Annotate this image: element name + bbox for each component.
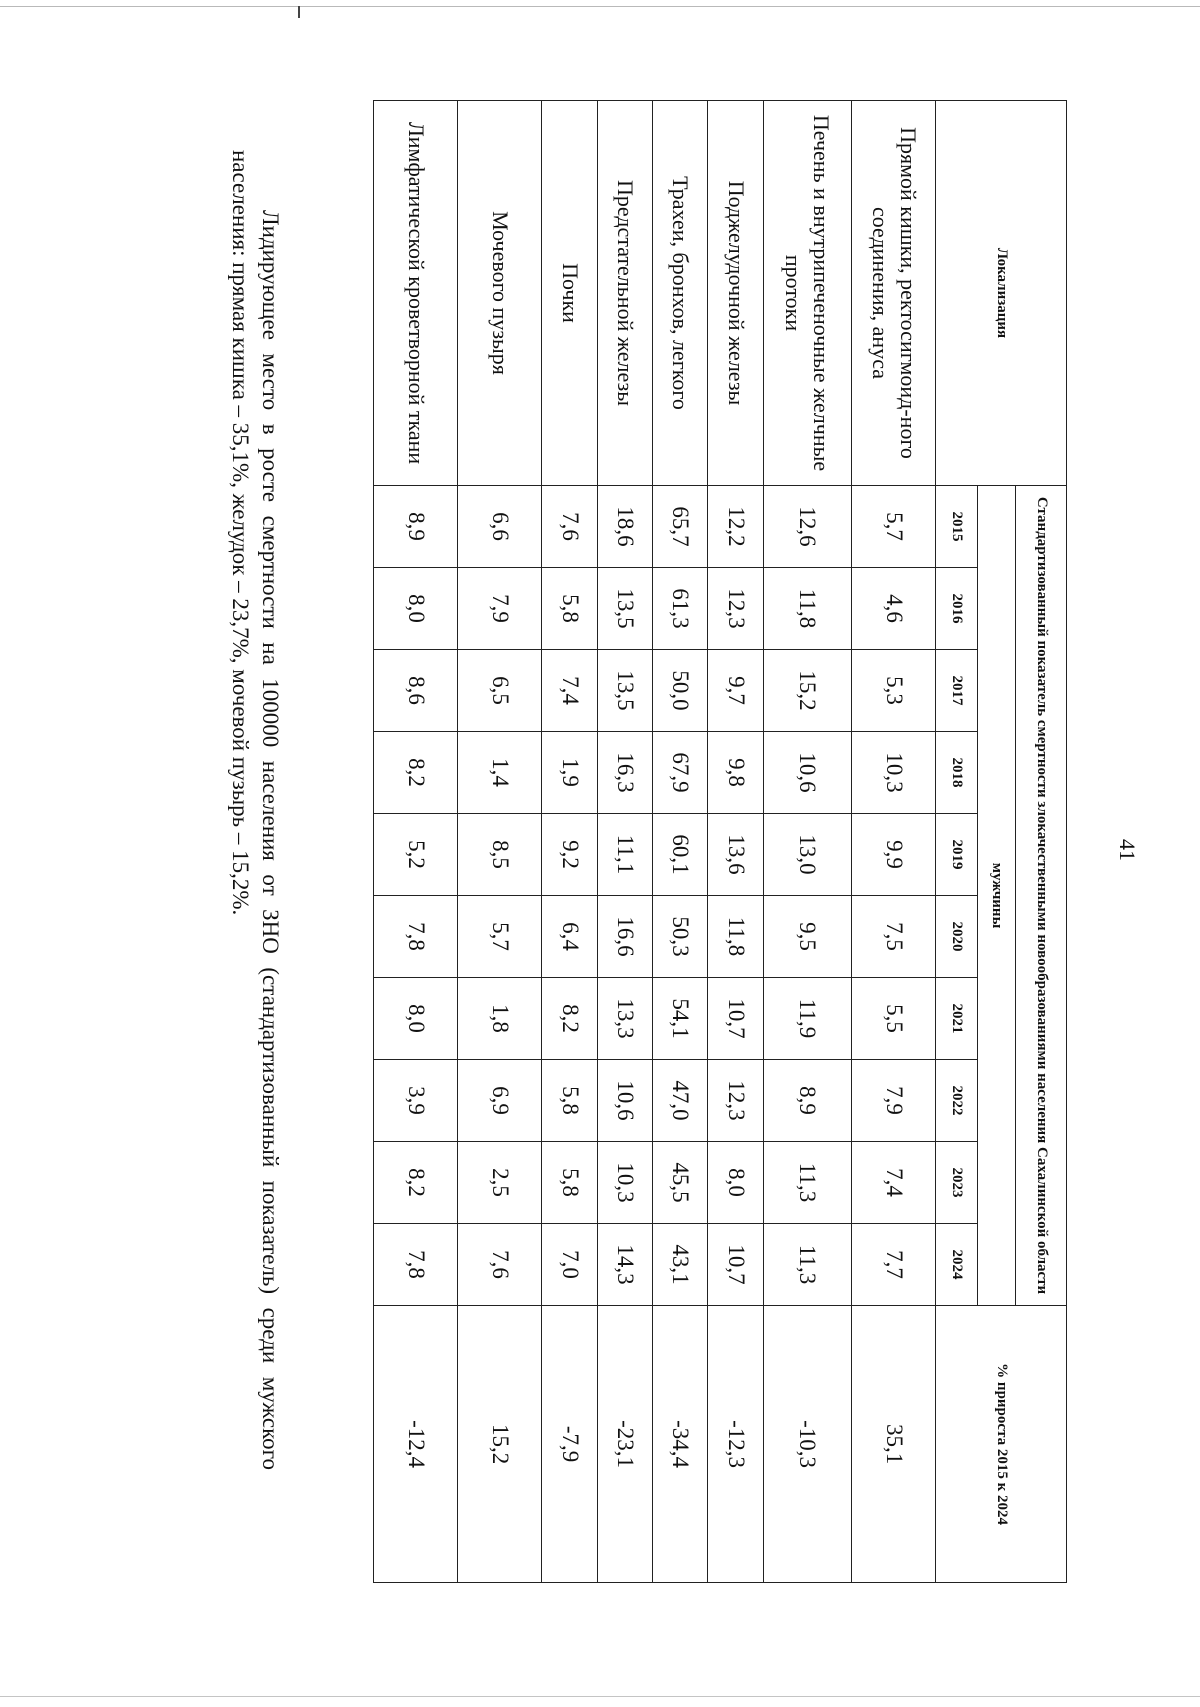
year-header: 2016: [936, 568, 978, 650]
table-cell: 13,0: [763, 814, 852, 896]
table-cell: 1,4: [458, 732, 542, 814]
header-localization: Локализация: [936, 101, 1067, 486]
table-cell: 14,3: [597, 1224, 652, 1306]
table-cell: 5,8: [542, 1142, 597, 1224]
table-cell: 9,5: [763, 896, 852, 978]
table-cell: 8,9: [374, 486, 458, 568]
table-cell: 7,7: [852, 1224, 936, 1306]
table-cell: 60,1: [653, 814, 708, 896]
table-cell: 7,9: [852, 1060, 936, 1142]
row-label: Почки: [542, 101, 597, 486]
table-cell: 6,9: [458, 1060, 542, 1142]
table-cell: 5,3: [852, 650, 936, 732]
table-cell: 7,8: [374, 1224, 458, 1306]
table-cell: 5,8: [542, 1060, 597, 1142]
caption-text: Лидирующее место в росте смертности на 100000 населения от ЗНО (стандартизованный показатель) среди мужского населения: прямая кишка – 35,1%, желудок – 23,7%, мочевой пузырь – 15,2%.: [228, 150, 283, 1470]
table-cell: 7,9: [458, 568, 542, 650]
table-cell: 5,5: [852, 978, 936, 1060]
table-cell: 6,4: [542, 896, 597, 978]
table-cell: 10,3: [852, 732, 936, 814]
growth-cell: -12,4: [374, 1306, 458, 1583]
growth-cell: -12,3: [708, 1306, 763, 1583]
table-cell: 11,8: [763, 568, 852, 650]
table-cell: 50,3: [653, 896, 708, 978]
header-row-indicator: [1016, 101, 1067, 1583]
table-cell: 11,3: [763, 1142, 852, 1224]
table-cell: 9,7: [708, 650, 763, 732]
table-cell: 43,1: [653, 1224, 708, 1306]
row-label: Трахеи, бронхов, легкого: [653, 101, 708, 486]
table-cell: 3,9: [374, 1060, 458, 1142]
table-cell: 6,5: [458, 650, 542, 732]
table-cell: 13,3: [597, 978, 652, 1060]
table-cell: 7,4: [852, 1142, 936, 1224]
table-cell: 6,6: [458, 486, 542, 568]
row-label: Поджелудочной железы: [708, 101, 763, 486]
table-cell: 10,7: [708, 1224, 763, 1306]
table-cell: 8,0: [374, 978, 458, 1060]
table-cell: 10,3: [597, 1142, 652, 1224]
table-cell: 50,0: [653, 650, 708, 732]
table-cell: 1,8: [458, 978, 542, 1060]
table-cell: 8,5: [458, 814, 542, 896]
table-cell: 10,7: [708, 978, 763, 1060]
year-header: 2017: [936, 650, 978, 732]
table-cell: 67,9: [653, 732, 708, 814]
header-indicator: Стандартизованный показатель смертности злокачественными новообразованиями населения Сахалинской области: [1016, 486, 1067, 1306]
year-header: 2022: [936, 1060, 978, 1142]
year-header: 2020: [936, 896, 978, 978]
year-header: 2024: [936, 1224, 978, 1306]
table-cell: 8,9: [763, 1060, 852, 1142]
table-cell: 12,2: [708, 486, 763, 568]
year-header: 2015: [936, 486, 978, 568]
scan-mark: [298, 6, 300, 18]
table-cell: 11,1: [597, 814, 652, 896]
table-cell: 7,8: [374, 896, 458, 978]
scan-top-rule: [0, 6, 1200, 7]
table-cell: 5,8: [542, 568, 597, 650]
table-cell: 61,3: [653, 568, 708, 650]
table-cell: 8,0: [374, 568, 458, 650]
table-cell: 12,3: [708, 568, 763, 650]
table-cell: 65,7: [653, 486, 708, 568]
growth-cell: -10,3: [763, 1306, 852, 1583]
table-body: [374, 101, 1067, 1583]
table-cell: 47,0: [653, 1060, 708, 1142]
table-cell: 13,6: [708, 814, 763, 896]
table-cell: 16,6: [597, 896, 652, 978]
table-cell: 8,2: [374, 732, 458, 814]
rotated-page: [50, 50, 1150, 1657]
table-cell: 5,7: [458, 896, 542, 978]
table-cell: 7,6: [542, 486, 597, 568]
table-cell: 11,8: [708, 896, 763, 978]
table-cell: 54,1: [653, 978, 708, 1060]
page-number: 41: [1115, 839, 1140, 861]
table-cell: 7,6: [458, 1224, 542, 1306]
table-row: [852, 101, 936, 1583]
table-row: [597, 101, 652, 1583]
table-cell: 12,6: [763, 486, 852, 568]
table-cell: 10,6: [763, 732, 852, 814]
row-label: Печень и внутрипеченочные желчные протоки: [763, 101, 852, 486]
growth-cell: 15,2: [458, 1306, 542, 1583]
table-cell: 7,0: [542, 1224, 597, 1306]
table-cell: 18,6: [597, 486, 652, 568]
table-cell: 9,8: [708, 732, 763, 814]
table-row: [542, 101, 597, 1583]
year-header: 2023: [936, 1142, 978, 1224]
table-cell: 5,2: [374, 814, 458, 896]
row-label: Предстательной железы: [597, 101, 652, 486]
growth-cell: -23,1: [597, 1306, 652, 1583]
row-label: Мочевого пузыря: [458, 101, 542, 486]
table-row: [653, 101, 708, 1583]
table-cell: 13,5: [597, 568, 652, 650]
growth-cell: 35,1: [852, 1306, 936, 1583]
growth-cell: -34,4: [653, 1306, 708, 1583]
table-cell: 10,6: [597, 1060, 652, 1142]
table-cell: 11,3: [763, 1224, 852, 1306]
table-cell: 8,6: [374, 650, 458, 732]
table-cell: 8,0: [708, 1142, 763, 1224]
year-header: 2018: [936, 732, 978, 814]
row-label: Лимфатической кроветворной ткани: [374, 101, 458, 486]
table-row: [458, 101, 542, 1583]
growth-cell: -7,9: [542, 1306, 597, 1583]
year-header: 2021: [936, 978, 978, 1060]
table-row: [708, 101, 763, 1583]
table-cell: 4,6: [852, 568, 936, 650]
table-cell: 12,3: [708, 1060, 763, 1142]
table-cell: 9,2: [542, 814, 597, 896]
table-cell: 16,3: [597, 732, 652, 814]
table-row: [374, 101, 458, 1583]
table-cell: 7,5: [852, 896, 936, 978]
table-cell: 13,5: [597, 650, 652, 732]
table-cell: 15,2: [763, 650, 852, 732]
table-row: [763, 101, 852, 1583]
table-cell: 8,2: [542, 978, 597, 1060]
mortality-table: [373, 100, 1067, 1583]
table-cell: 11,9: [763, 978, 852, 1060]
row-label: Прямой кишки, ректосигмоид-ного соединения, ануса: [852, 101, 936, 486]
year-header: 2019: [936, 814, 978, 896]
table-cell: 7,4: [542, 650, 597, 732]
header-growth: % прироста 2015 к 2024: [936, 1306, 1067, 1583]
header-sex: мужчины: [978, 486, 1016, 1306]
table-cell: 1,9: [542, 732, 597, 814]
table-cell: 8,2: [374, 1142, 458, 1224]
table-cell: 45,5: [653, 1142, 708, 1224]
scan-bottom-rule: [0, 1696, 1200, 1697]
table-cell: 2,5: [458, 1142, 542, 1224]
table-cell: 5,7: [852, 486, 936, 568]
table-cell: 9,9: [852, 814, 936, 896]
